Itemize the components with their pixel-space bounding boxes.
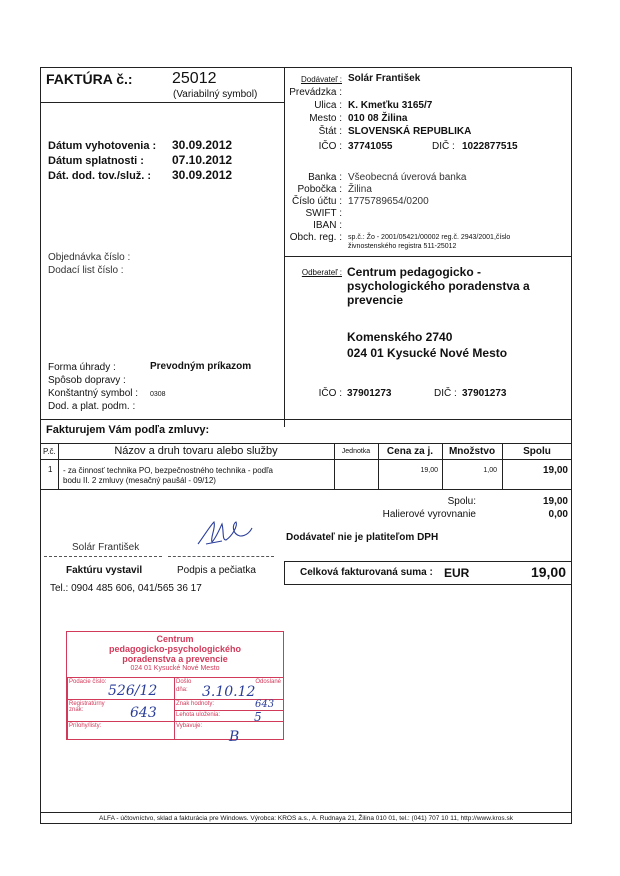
- customer-name-line1: Centrum pedagogicko -: [347, 265, 482, 279]
- customer-ico-label: IČO :: [318, 388, 342, 399]
- rounding-value: 0,00: [548, 509, 568, 520]
- sign-dash: [168, 556, 274, 557]
- bottom-footer-line: [40, 812, 572, 813]
- supplier-street: K. Kmeťku 3165/7: [348, 100, 433, 111]
- supplier-ico-label: IČO :: [318, 141, 342, 152]
- sum-value: 19,00: [542, 496, 568, 507]
- issue-date: 30.09.2012: [172, 138, 233, 152]
- dna-label: dňa:: [176, 687, 188, 693]
- street-label: Ulica :: [314, 100, 342, 111]
- stamp-line3: poradenstva a prevencie: [122, 654, 228, 664]
- items-heading: Fakturujem Vám podľa zmluvy:: [46, 424, 210, 436]
- row-desc-line2: bodu II. 2 zmluvy (mesačný paušál - 09/12): [63, 476, 216, 485]
- issue-date-label: Dátum vyhotovenia :: [48, 140, 157, 152]
- due-date: 07.10.2012: [172, 153, 233, 167]
- vybavuje-label: Vybavuje:: [176, 723, 203, 729]
- grand-total: 19,00: [530, 564, 566, 580]
- items-header-line: [40, 459, 572, 460]
- register-line2: živnostenského registra 511-25012: [348, 243, 457, 250]
- currency: EUR: [444, 566, 470, 580]
- customer-city: 024 01 Kysucké Nové Mesto: [347, 346, 508, 360]
- items-heading-line: [40, 443, 572, 444]
- branch: Žilina: [348, 184, 372, 195]
- title-underline: [40, 102, 285, 103]
- transport-label: Spôsob dopravy :: [48, 375, 126, 386]
- row-desc-line1: - za činnosť technika PO, bezpečnostného technika - podľa: [63, 466, 273, 475]
- delivery-date: 30.09.2012: [172, 168, 233, 182]
- stamp-cell-register: [67, 699, 175, 722]
- order-number-label: Objednávka číslo :: [48, 252, 131, 263]
- lehota-label: Lehota uloženia:: [176, 712, 221, 718]
- bank-label: Banka :: [308, 172, 342, 183]
- row-total: 19,00: [542, 465, 568, 476]
- podacie-handwritten: 526/12: [108, 683, 158, 699]
- const-symbol: 0308: [150, 391, 166, 398]
- row-price: 19,00: [420, 467, 438, 474]
- customer-dic-label: DIČ :: [434, 388, 457, 399]
- supplier-label: Dodávateľ :: [300, 75, 342, 84]
- account-label: Číslo účtu :: [291, 196, 342, 207]
- header-bottom-line: [40, 419, 572, 420]
- delivery-date-label: Dát. dod. tov./služ. :: [48, 170, 152, 182]
- invoice-title: FAKTÚRA č.:: [46, 71, 133, 87]
- register-label: Obch. reg. :: [289, 232, 342, 243]
- supplier-city: 010 08 Žilina: [348, 113, 408, 124]
- customer-street: Komenského 2740: [347, 330, 453, 344]
- due-date-label: Dátum splatnosti :: [48, 155, 144, 167]
- col-price: Cena za j.: [386, 446, 434, 457]
- payment-form: Prevodným príkazom: [150, 361, 252, 372]
- customer-name-line3: prevencie: [347, 293, 404, 307]
- col-unit: Jednotka: [341, 448, 371, 455]
- sign-label: Podpis a pečiatka: [177, 565, 256, 576]
- odoslane-label: Odoslané: [255, 679, 281, 685]
- issued-by-label: Faktúru vystavil: [66, 565, 143, 576]
- delivery-note-label: Dodací list číslo :: [48, 265, 124, 276]
- sum-label: Spolu:: [447, 496, 476, 507]
- iban-label: IBAN :: [313, 220, 342, 231]
- row-pc: 1: [48, 465, 53, 474]
- supplier-dic-label: DIČ :: [432, 141, 455, 152]
- items-end-line: [40, 489, 572, 490]
- customer-ico: 37901273: [347, 388, 392, 399]
- account: 1775789654/0200: [348, 196, 429, 207]
- state-label: Štát :: [318, 126, 342, 137]
- znak-label: znak:: [69, 707, 84, 713]
- customer-name-line2: psychologického poradenstva a: [347, 279, 530, 293]
- terms-label: Dod. a plat. podm. :: [48, 401, 136, 412]
- col-name: Názov a druh tovaru alebo služby: [114, 445, 278, 457]
- customer-dic: 37901273: [462, 388, 507, 399]
- supplier-name: Solár František: [348, 73, 421, 84]
- col-total: Spolu: [523, 446, 551, 457]
- znak-hodnoty-handwritten: 643: [255, 699, 275, 710]
- col-qty: Množstvo: [448, 446, 496, 457]
- znak-handwritten: 643: [130, 705, 157, 721]
- stamp-line2: pedagogicko-psychologického: [108, 644, 242, 654]
- prevadzka-label: Prevádzka :: [289, 87, 342, 98]
- prilohy-label: Prílohy/listy:: [69, 723, 102, 729]
- footer-text: ALFA - účtovníctvo, sklad a fakturácia pre Windows. Výrobca: KROS a.s., A. Rudnaya 21, Žilina 010 01, tel.: (041) 707 10 11, http://www.kros.sk: [99, 815, 513, 822]
- vat-note: Dodávateľ nie je platiteľom DPH: [286, 532, 439, 543]
- register-line1: sp.č.: Žo - 2001/05421/00002 reg.č. 2943/2001,číslo: [348, 234, 511, 241]
- znak-hodnoty-label: Znak hodnoty:: [176, 701, 215, 707]
- vybavuje-handwritten: B: [229, 729, 240, 745]
- bank: Všeobecná úverová banka: [348, 172, 467, 183]
- rounding-label: Halierové vyrovnanie: [382, 509, 476, 520]
- col-pc: P.č.: [43, 447, 56, 456]
- stamp-cell-prilohy: [67, 721, 175, 740]
- stamp-line1: Centrum: [156, 634, 194, 644]
- stamp-line4: 024 01 Kysucké Nové Mesto: [130, 665, 220, 672]
- var-symbol-label: (Variabilný symbol): [173, 89, 258, 100]
- invoice-number: 25012: [172, 70, 217, 87]
- issuer-dash: [44, 556, 162, 557]
- date-handwritten: 3.10.12: [202, 684, 256, 700]
- customer-label: Odberateľ :: [301, 268, 342, 277]
- podacie-label: Podacie číslo:: [69, 679, 107, 685]
- signature-icon: [192, 514, 254, 550]
- branch-label: Pobočka :: [297, 184, 342, 195]
- const-symbol-label: Konštantný symbol :: [48, 388, 139, 399]
- issuer-name: Solár František: [72, 542, 140, 553]
- register-label: Registratúrny: [69, 701, 105, 707]
- doslo-label: Došlo: [176, 679, 192, 685]
- city-label: Mesto :: [309, 113, 342, 124]
- swift-label: SWIFT :: [305, 208, 342, 219]
- supplier-customer-divider: [284, 256, 572, 257]
- supplier-dic: 1022877515: [462, 141, 518, 152]
- payment-form-label: Forma úhrady :: [48, 362, 116, 373]
- row-qty: 1,00: [483, 467, 497, 474]
- grand-total-label: Celková fakturovaná suma :: [300, 567, 433, 578]
- lehota-handwritten: 5: [254, 710, 262, 724]
- phone: Tel.: 0904 485 606, 041/565 36 17: [50, 583, 202, 594]
- supplier-state: SLOVENSKÁ REPUBLIKA: [348, 126, 472, 137]
- supplier-ico: 37741055: [348, 141, 393, 152]
